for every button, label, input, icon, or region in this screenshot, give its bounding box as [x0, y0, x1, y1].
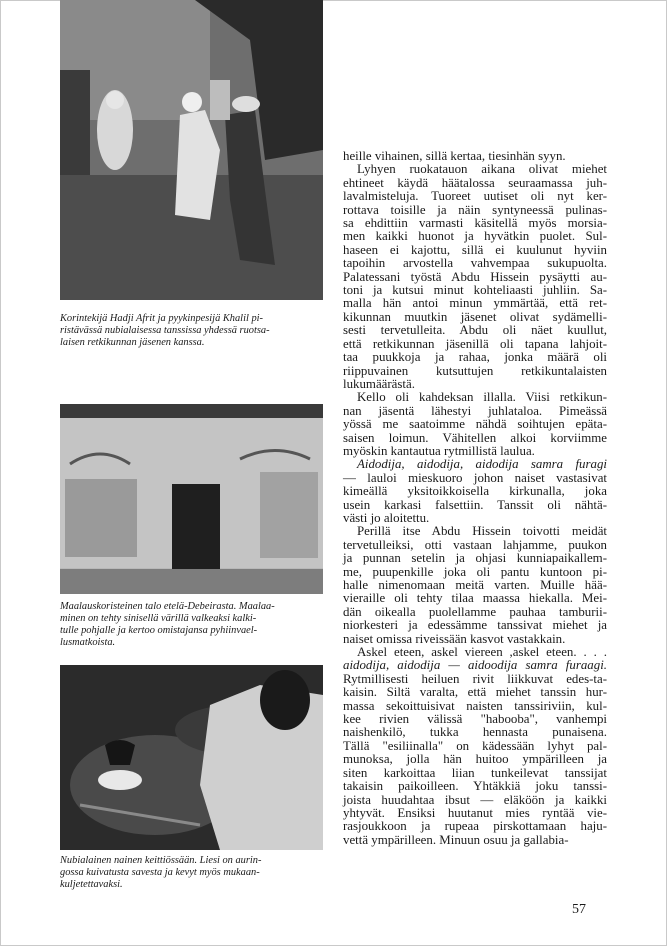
body-line: västi jo aloitettu. [343, 510, 430, 525]
body-line: rasjoukkoon ja rupeaa pirskottamaan haju- [343, 819, 607, 834]
body-line: men kaikki huonot ja hyvätkin puolet. Sul- [343, 229, 607, 244]
body-line: massa sekoittuisivat naisten tanssiriviin, kul- [343, 698, 607, 713]
body-line: Lyhyen ruokatauon aikana olivat miehet [357, 162, 607, 177]
photo-caption-kitchen [60, 855, 325, 891]
body-line: rottava toisille ja näin syntyneessä pulinas- [343, 202, 607, 217]
body-line: tapoihin arvostella vahvempaa sukupuolta. [343, 256, 607, 271]
body-line: Aidodija, aidodija, aidodija samra furagi [357, 457, 607, 472]
body-line: munoksa, jolla hän huitoo ympärilleen ja [343, 752, 607, 767]
body-line: että retkikunnan jäsenillä oli tapana lahjoit- [343, 336, 607, 351]
body-line: nan jäsentä lähestyi juhlataloa. Pimeässä [343, 403, 607, 418]
body-line: — lauloi mieskuoro johon naiset vastasivat [343, 470, 607, 485]
body-line: myöskin kantautua rytmillistä laulua. [343, 443, 535, 458]
body-line: kee rivien välissä "habooba", vanhempi [343, 712, 607, 727]
body-line: sesti tervetulleita. Abdu oli näet kuullut, [343, 323, 607, 338]
photo-caption-painted-house [60, 601, 325, 649]
caption-line: lusmatkoista. [60, 637, 116, 648]
caption-line: Korintekijä Hadji Afrit ja pyykinpesijä Khalil pi- [60, 313, 263, 324]
painted-house-photo [60, 404, 323, 594]
dancers-illustration [60, 0, 323, 300]
body-line: kikunnan muutkin jäsenet olivat sydämelli- [343, 309, 607, 324]
body-line: yössä me saatoimme nähdä soihtujen epäta- [343, 417, 607, 432]
body-line: heille vihainen, sillä kertaa, tiesinhän syyn. [343, 149, 566, 163]
body-line: saisen loimun. Vähitellen alkoi korviimme [343, 430, 607, 445]
body-line: niorkesteri ja edessämme tanssivat miehet ja [343, 618, 607, 633]
dancers-photo [60, 0, 323, 300]
body-line: vettä ympärilleen. Minuun osuu ja gallabia- [343, 832, 569, 847]
body-line: Perillä itse Abdu Hissein toivotti meidät [357, 524, 607, 539]
body-line: vieraille oli tehty tilaa maassa hiekalla. Mei- [343, 591, 607, 606]
caption-line: Nubialainen nainen keittiössään. Liesi on aurin- [60, 855, 262, 866]
body-line: toni ja kutsui minut kohteliaasti juhliin. Sa- [343, 283, 607, 298]
body-line: lukumäärästä. [343, 376, 415, 391]
caption-line: gossa kuivatusta savesta ja kevyt myös mukaan- [60, 867, 260, 878]
body-line: ehtineet käydä häätalossa seuraamassa juh- [343, 175, 607, 190]
body-line: naishenkilö, tukka hennasta punaisena. [343, 725, 607, 740]
kitchen-illustration [60, 665, 323, 850]
body-line: taa puukkoja ja rahaa, jonka määrä oli [343, 350, 607, 365]
body-line: siten karkoittaa liian tunkeilevat tanssijat [343, 765, 607, 780]
body-line: Palatessani työstä Abdu Hissein pysäytti au- [343, 269, 607, 284]
photo-caption-dancers [60, 313, 325, 349]
body-line: Rytmillisesti heiluen rivit liikkuvat edes-ta- [343, 671, 607, 686]
body-line: naiset omissa riveissään kasvot vastakkain. [343, 631, 566, 646]
body-line: usein karkasi falsettiin. Tanssit oli nähtä- [343, 497, 607, 512]
body-line: sa ehdittiin varmasti käsitellä myös morsia- [343, 216, 607, 231]
painted-house-illustration [60, 404, 323, 594]
body-line: aidodija, aidodija — aidoodija samra furaagi. [343, 658, 607, 673]
body-line: kimeällä yksitoikkoisella kirkunalla, joka [343, 484, 607, 499]
body-line: ja punnan setelin ja ohjasi kunniapaikallem- [343, 551, 607, 566]
body-line: haseen ei kajottu, sillä ei kuulunut hyviin [343, 242, 607, 257]
body-line: takaisin paikoilleen. Yhtäkkiä joku tanssi- [343, 779, 607, 794]
body-line: Askel eteen, askel viereen ,askel eteen. . . . [357, 645, 607, 660]
body-line: dän oikealla puolellamme pauhaa tamburii- [343, 604, 607, 619]
body-line: kaisin. Siltä varalta, että miehet tanssin hur- [343, 685, 607, 700]
body-line: tervetulleiksi, otti vastaan lahjamme, puukon [343, 537, 607, 552]
body-line: Kello oli kahdeksan illalla. Viisi retkikun- [357, 390, 607, 405]
body-line: Tällä "esiliinalla" on kädessään lyhyt pal- [343, 738, 607, 753]
caption-line: laisen retkikunnan jäsenen kanssa. [60, 337, 205, 348]
body-text-column [343, 150, 607, 847]
body-line: yhtyvät. Ensiksi huutanut mies ryntää vie- [343, 805, 607, 820]
body-line: halle nimenomaan meitä varten. Muille hää- [343, 578, 607, 592]
caption-line: Maalauskoristeinen talo etelä-Debeirasta. Maalaa- [60, 601, 275, 612]
body-line: malla hän antoi minun ymmärtää, että ret- [343, 296, 607, 311]
body-line: lavalmisteluja. Tuoreet uutiset oli nyt ker- [343, 189, 607, 204]
body-line: riippuvainen kutsuttujen retkikuntalaisten [343, 363, 607, 378]
caption-line: ristävässä nubialaisessa tanssissa yhdessä ruotsa- [60, 325, 270, 336]
caption-line: tulle pohjalle ja kertoo omistajansa pyhiinvael- [60, 625, 258, 636]
body-line: joista huudahtaa ibsut — eläköön ja kaikki [343, 792, 607, 807]
kitchen-photo [60, 665, 323, 850]
body-line: me, puupenkille joka oli pantu kuntoon pi- [343, 564, 607, 579]
caption-line: minen on tehty sinisellä värillä valkeaksi kalki- [60, 613, 257, 624]
caption-line: kuljetettavaksi. [60, 879, 123, 890]
page-number: 57 [572, 902, 586, 917]
